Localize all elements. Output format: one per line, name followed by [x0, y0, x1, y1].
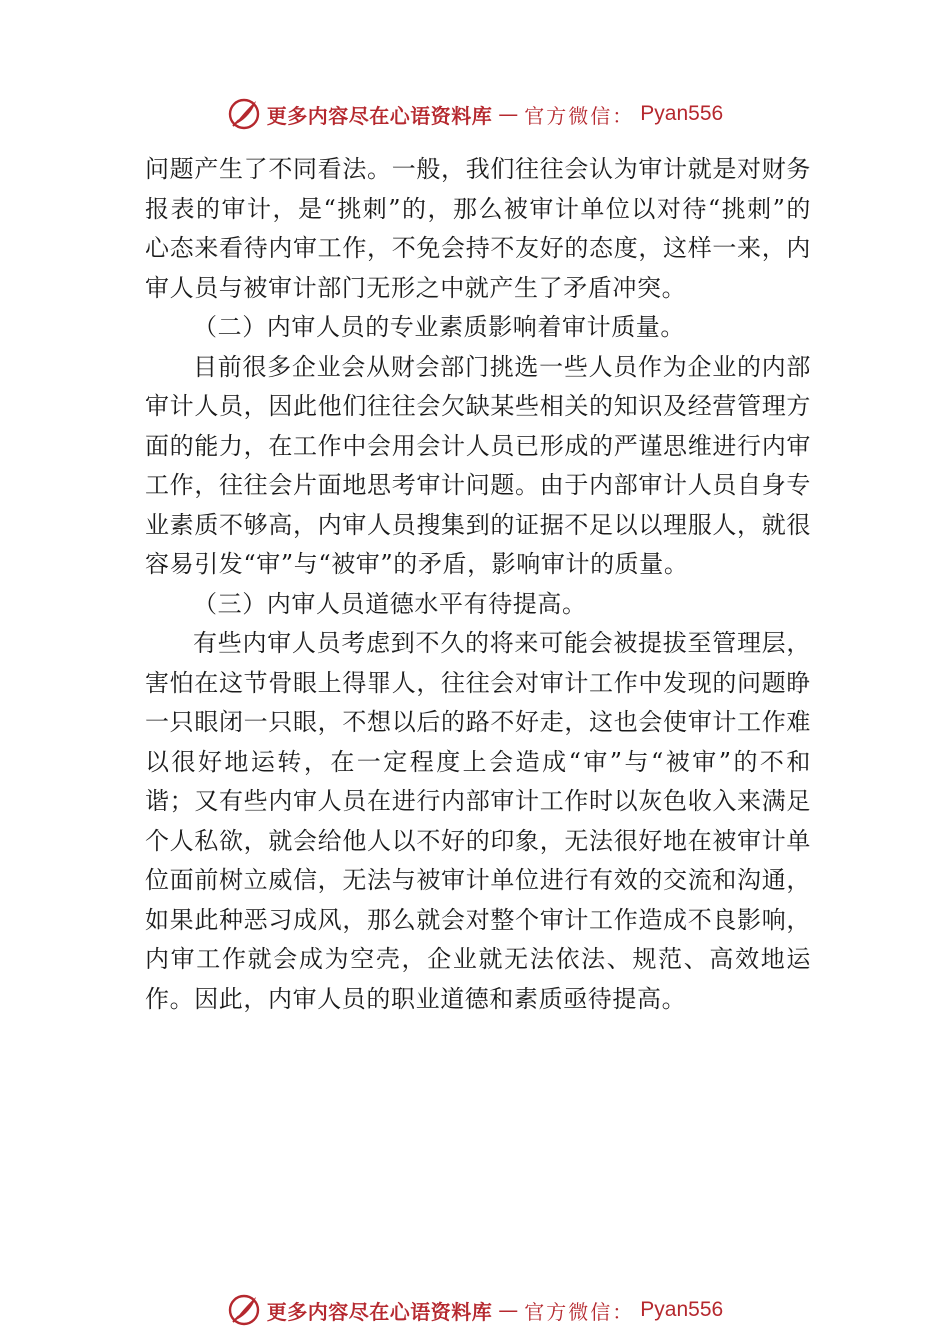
banner-wechat-label: 官方微信：	[524, 103, 635, 128]
paragraph-continued: 问题产生了不同看法。一般，我们往往会认为审计就是对财务报表的审计，是“挑刺”的，那么被审计单位以对待“挑刺”的心态来看待内审工作，不免会持不友好的态度，这样一来，内审人员与被审计部门无形之中就产生了矛盾冲突。	[145, 155, 811, 302]
paragraph-2: 目前很多企业会从财会部门挑选一些人员作为企业的内部审计人员，因此他们往往会欠缺某些相关的知识及经营管理方面的能力，在工作中会用会计人员已形成的严谨思维进行内审工作，往往会片面地思考审计问题。由于内部审计人员自身专业素质不够高，内审人员搜集到的证据不足以以理服人，就很容易引发“审”与“被审”的矛盾，影响审计的质量。	[145, 352, 811, 578]
footer-watermark-banner	[0, 1290, 950, 1330]
banner-wechat-label: 官方微信：	[524, 1299, 635, 1324]
quill-logo-icon	[227, 97, 261, 131]
banner-separator: —	[498, 1298, 519, 1322]
header-watermark-banner	[0, 94, 950, 134]
banner-wechat-account: Pyan556	[640, 1298, 724, 1321]
banner-separator: —	[498, 102, 519, 126]
quill-logo-icon	[227, 1293, 261, 1327]
section-heading-2: （二）内审人员的专业素质影响着审计质量。	[193, 313, 685, 341]
section-heading-3: （三）内审人员道德水平有待提高。	[193, 589, 587, 618]
banner-main-text: 更多内容尽在心语资料库	[266, 103, 493, 128]
document-body	[145, 150, 811, 1019]
banner-main-text: 更多内容尽在心语资料库	[266, 1299, 493, 1324]
banner-wechat-account: Pyan556	[640, 102, 724, 125]
paragraph-3: 有些内审人员考虑到不久的将来可能会被提拔至管理层，害怕在这节骨眼上得罪人，往往会对审计工作中发现的问题睁一只眼闭一只眼，不想以后的路不好走，这也会使审计工作难以很好地运转，在一定程度上会造成“审”与“被审”的不和谐；又有些内审人员在进行内部审计工作时以灰色收入来满足个人私欲，就会给他人以不好的印象，无法很好地在被审计单位面前树立威信，无法与被审计单位进行有效的交流和沟通，如果此种恶习成风，那么就会对整个审计工作造成不良影响，内审工作就会成为空壳，企业就无法依法、规范、高效地运作。因此，内审人员的职业道德和素质亟待提高。	[145, 629, 811, 1013]
